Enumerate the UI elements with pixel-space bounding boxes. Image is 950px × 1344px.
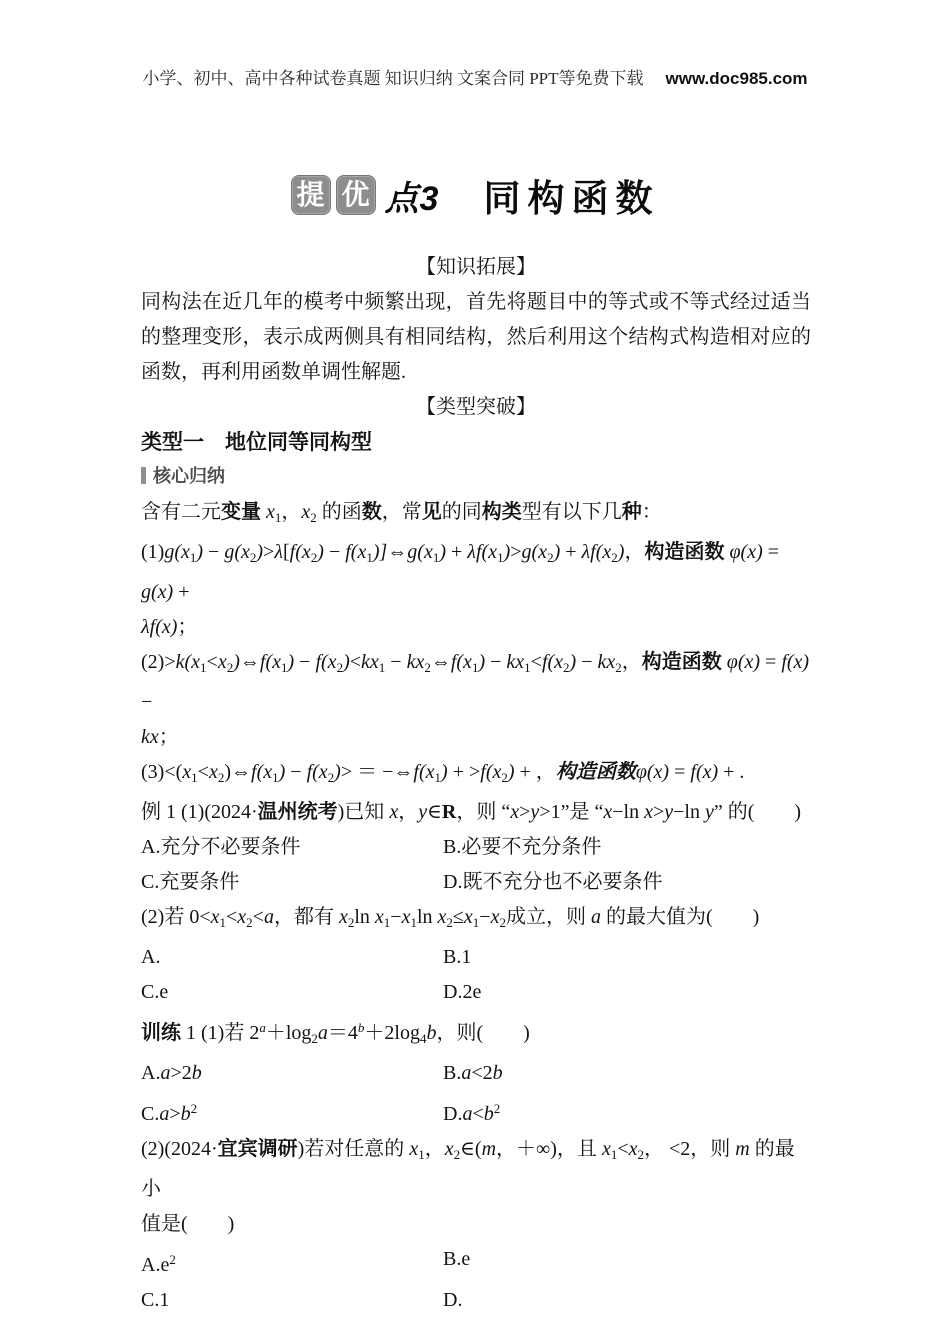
watermark-text: 小学、初中、高中各种试卷真题 知识归纳 文案合同 PPT等免费下载	[142, 69, 644, 88]
training1-part2-stem-cont: 值是( )	[141, 1213, 235, 1235]
heading-knowledge: 【知识拓展】	[416, 256, 536, 278]
document-body	[141, 250, 811, 1318]
core-label-text: 核心归纳	[153, 466, 225, 486]
option-d: D.	[443, 1289, 463, 1311]
option-d: $D.a<b^2$	[443, 1101, 501, 1125]
page-title	[0, 168, 950, 222]
option-b: B.e	[443, 1248, 471, 1270]
formula-1: $(1)g(x_1) - g(x_2)>\lambda[f(x_2)$ − $f(x_1)]\Leftrightarrow g(x_1) + \lambda f(x_1)>g(x_2) + \lambda f(x_2)$，构造函数 φ(x) = g(x) +	[141, 541, 780, 603]
training1-part2-options-row1	[141, 1242, 811, 1283]
example1-part2-options-row2	[141, 975, 811, 1010]
knowledge-paragraph: 同构法在近几年的模考中频繁出现，首先将题目中的等式或不等式经过适当的整理变形，表示成两侧具有相同结构，然后利用这个结构式构造相对应的函数，再利用函数单调性解题.	[141, 291, 811, 383]
option-c: $C.a>b^2$	[141, 1101, 198, 1125]
option-a: A.	[141, 946, 161, 968]
type1-heading: 类型一 地位同等同构型	[141, 431, 372, 454]
formula-2: $(2)>k(x_1<x_2)\Leftrightarrow f(x_1) - f(x_2)<kx_1$ − $kx_2\Leftrightarrow f(x_1) - kx_1<f(x_2) - kx_2$，构造函数 φ(x) = f(x) −	[141, 651, 810, 713]
option-b: B.a<2b	[443, 1062, 503, 1084]
option-a: A.a>2b	[141, 1062, 202, 1084]
intro-line: 含有二元变量 $x_1$，$x_2$ 的函数，常见的同构类型有以下几种：	[141, 501, 662, 525]
training1-part2-stem: (2)(2024·宜宾调研)若对任意的 $x_1$，$x_2\in(m$，＋∞)，且 $x_1<x_2$， <2，则 m 的最小	[141, 1138, 795, 1200]
example1-part2-options-row1	[141, 940, 811, 975]
option-c: C.1	[141, 1289, 170, 1311]
badge-you: 优	[336, 175, 376, 215]
option-b: B.必要不充分条件	[443, 836, 602, 858]
training1-part2-options-row2	[141, 1283, 811, 1318]
training1-stem: 训练 1 (1)若 $2^a+\log_2a=4^b+2\log_4b$，则( )	[141, 1020, 530, 1046]
formula-1-cont: λf(x)；	[141, 616, 198, 638]
example1-options-row2	[141, 865, 811, 900]
option-c: C.充要条件	[141, 871, 240, 893]
formula-2-cont: kx；	[141, 726, 179, 748]
option-c: C.e	[141, 981, 169, 1003]
section-bar-icon	[141, 467, 146, 484]
option-d: D.既不充分也不必要条件	[443, 871, 663, 893]
title-text: 同构函数	[483, 178, 660, 219]
option-b: B.1	[443, 946, 472, 968]
training1-options-row1	[141, 1056, 811, 1091]
point-number: 点3	[384, 179, 440, 218]
badge-ti: 提	[291, 175, 331, 215]
core-summary-label	[141, 460, 811, 495]
training1-options-row2	[141, 1091, 811, 1132]
option-a: $A.e^2$	[141, 1252, 176, 1276]
example1-part2-stem: (2)若 $0<x_1<x_2<a$，都有 $x_2\ln$ $x_1-x_1\ln$ $x_2\le x_1-x_2$成立，则 a 的最大值为( )	[141, 906, 760, 930]
option-a: A.充分不必要条件	[141, 836, 301, 858]
formula-3: $(3)<(x_1<x_2)\Leftrightarrow f(x_1) - f(x_2)>$ ＝ $-\Leftrightarrow f(x_1) + >f(x_2)$ + ，构造函数φ(x) = f(x) + .	[141, 761, 745, 785]
heading-types: 【类型突破】	[416, 396, 536, 418]
option-d: D.2e	[443, 981, 482, 1003]
example1-stem: 例 1 (1)(2024·温州统考)已知 x，y∈R，则 “x>y>1”是 “x−ln x>y−ln y” 的( )	[141, 801, 802, 823]
example1-options-row1	[141, 830, 811, 865]
site-url: www.doc985.com	[665, 69, 808, 88]
page-header	[0, 64, 950, 89]
